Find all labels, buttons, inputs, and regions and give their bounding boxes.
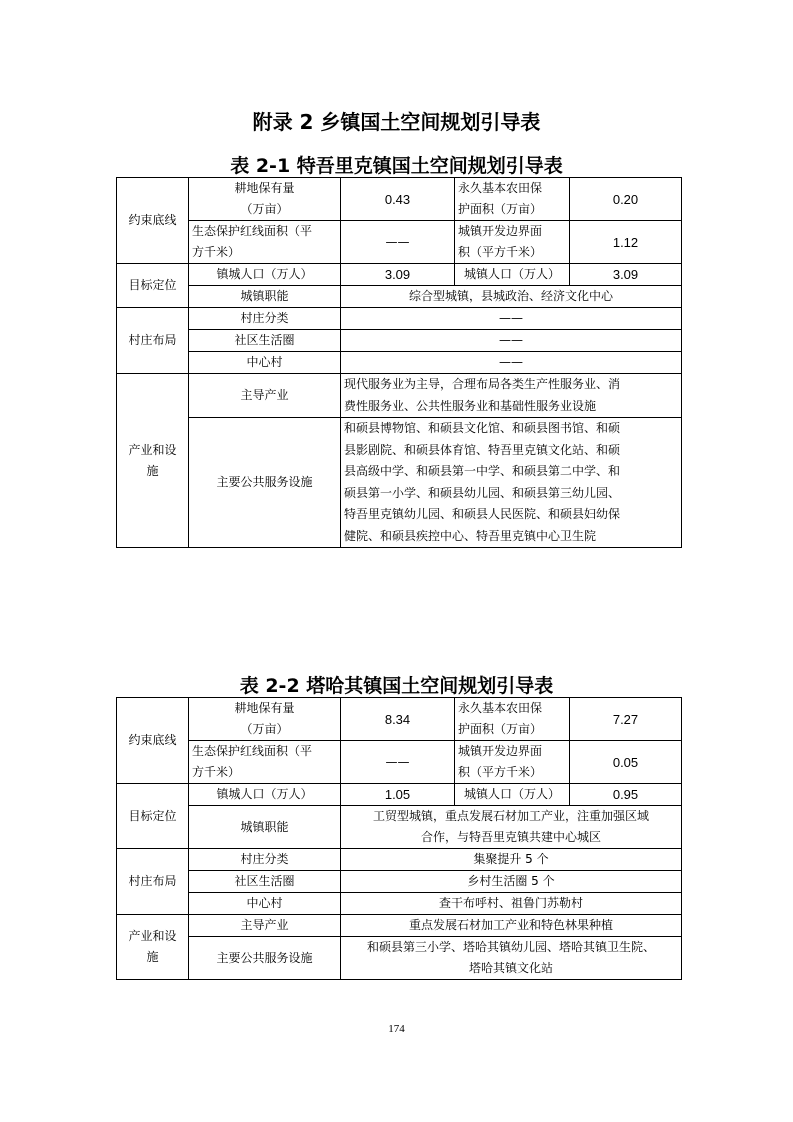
village-class-value: —— [341,308,682,330]
industry-category: 产业和设 施 [117,374,189,548]
life-circle-label: 社区生活圈 [189,330,341,352]
appendix-title: 附录 2 乡镇国土空间规划引导表 [252,110,541,134]
center-village-label: 中心村 [189,893,341,915]
eco-redline-value: —— [341,741,455,784]
table2-title: 表 2-2 塔哈其镇国土空间规划引导表 [239,675,554,697]
table1 [116,177,682,548]
facilities-value: 和硕县博物馆、和硕县文化馆、和硕县图书馆、和硕 县影剧院、和硕县体育馆、特吾里克镇文化站、和硕 县高级中学、和硕县第一中学、和硕县第二中学、和 硕县第一小学、和硕县幼儿园、和硕县第三幼儿园、 特吾里克镇幼儿园、和硕县人民医院、和硕县妇幼保 健院、和硕县疾控中心、特吾里克镇中心卫生院 [341,418,682,548]
village-category: 村庄布局 [117,308,189,374]
target-category: 目标定位 [117,264,189,308]
industry-category: 产业和设 施 [117,915,189,980]
eco-redline-label: 生态保护红线面积（平 方千米） [189,221,341,264]
urban-boundary-value: 1.12 [570,221,682,264]
farmland-label: 耕地保有量 （万亩） [189,178,341,221]
basic-farmland-value: 7.27 [570,698,682,741]
urban-boundary-label: 城镇开发边界面 积（平方千米） [455,741,570,784]
urban-pop-value: 0.95 [570,784,682,806]
farmland-value: 0.43 [341,178,455,221]
urban-boundary-label: 城镇开发边界面 积（平方千米） [455,221,570,264]
urban-pop-value: 3.09 [570,264,682,286]
leading-industry-value: 重点发展石材加工产业和特色林果种植 [341,915,682,937]
target-category: 目标定位 [117,784,189,849]
urban-pop-label: 城镇人口（万人） [455,784,570,806]
village-category: 村庄布局 [117,849,189,915]
center-village-label: 中心村 [189,352,341,374]
village-class-label: 村庄分类 [189,308,341,330]
function-value: 工贸型城镇，重点发展石材加工产业，注重加强区域 合作，与特吾里克镇共建中心城区 [341,806,682,849]
eco-redline-label: 生态保护红线面积（平 方千米） [189,741,341,784]
town-pop-value: 1.05 [341,784,455,806]
eco-redline-value: —— [341,221,455,264]
town-pop-label: 镇城人口（万人） [189,784,341,806]
facilities-label: 主要公共服务设施 [189,937,341,980]
page-number: 174 [388,1023,405,1035]
function-label: 城镇职能 [189,806,341,849]
urban-boundary-value: 0.05 [570,741,682,784]
urban-pop-label: 城镇人口（万人） [455,264,570,286]
leading-industry-label: 主导产业 [189,915,341,937]
center-village-value: —— [341,352,682,374]
function-value: 综合型城镇，县城政治、经济文化中心 [341,286,682,308]
life-circle-value: —— [341,330,682,352]
village-class-label: 村庄分类 [189,849,341,871]
basic-farmland-label: 永久基本农田保 护面积（万亩） [455,698,570,741]
constraint-category: 约束底线 [117,178,189,264]
constraint-category: 约束底线 [117,698,189,784]
basic-farmland-value: 0.20 [570,178,682,221]
farmland-label: 耕地保有量 （万亩） [189,698,341,741]
table2 [116,697,682,980]
village-class-value: 集聚提升 5 个 [341,849,682,871]
leading-industry-label: 主导产业 [189,374,341,418]
table1-title: 表 2-1 特吾里克镇国土空间规划引导表 [230,155,563,177]
leading-industry-value: 现代服务业为主导，合理布局各类生产性服务业、消 费性服务业、公共性服务业和基础性服务业设施 [341,374,682,418]
town-pop-value: 3.09 [341,264,455,286]
function-label: 城镇职能 [189,286,341,308]
basic-farmland-label: 永久基本农田保 护面积（万亩） [455,178,570,221]
center-village-value: 查干布呼村、祖鲁门苏勒村 [341,893,682,915]
farmland-value: 8.34 [341,698,455,741]
life-circle-value: 乡村生活圈 5 个 [341,871,682,893]
life-circle-label: 社区生活圈 [189,871,341,893]
facilities-value: 和硕县第三小学、塔哈其镇幼儿园、塔哈其镇卫生院、 塔哈其镇文化站 [341,937,682,980]
facilities-label: 主要公共服务设施 [189,418,341,548]
town-pop-label: 镇城人口（万人） [189,264,341,286]
